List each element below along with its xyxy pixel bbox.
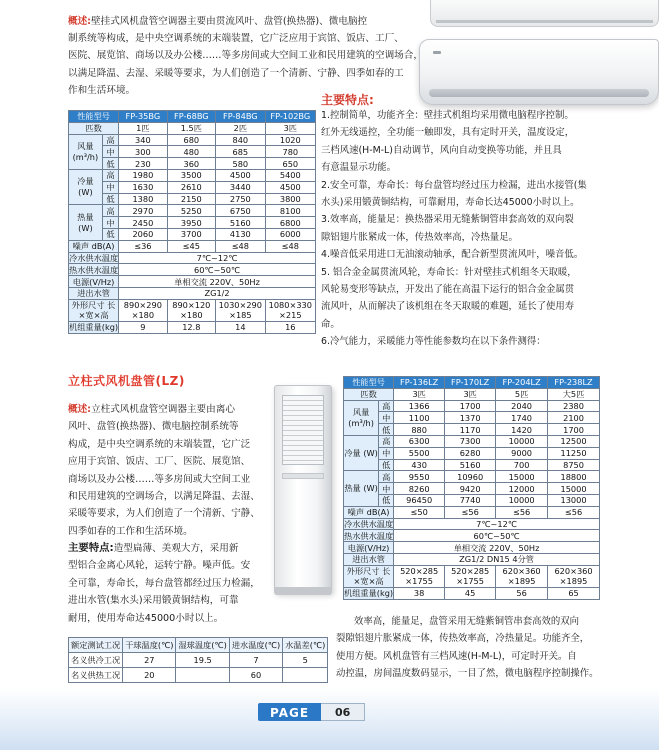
- row-label: 冷水供水温度: [344, 518, 394, 529]
- table-header-cell: 进水温度(℃): [229, 638, 282, 653]
- efficiency-line: 动控温，房间温度数码显示，一目了然，微电脑程序控制操作。: [336, 668, 599, 680]
- row-sublabel: 中: [379, 483, 394, 495]
- table-header-row: [69, 638, 328, 653]
- row-sublabel: 中: [102, 217, 118, 229]
- row-value: 6300: [394, 435, 445, 447]
- row-value: ≤56: [496, 506, 548, 518]
- row-value: 1匹: [119, 122, 167, 134]
- row-value: 5160: [216, 217, 266, 229]
- row-value: 700: [496, 459, 548, 471]
- table-row: [69, 217, 316, 229]
- feature-line: 2.安全可靠，寿命长：每台盘管均经过压力检漏，进出水接管(集: [321, 179, 587, 191]
- row-value: 3500: [167, 169, 215, 181]
- table-row: [344, 424, 600, 436]
- row-value: 10000: [496, 435, 548, 447]
- row-value: 1980: [119, 169, 167, 181]
- row-label: 匹数: [69, 122, 119, 134]
- page-label: PAGE: [258, 703, 321, 721]
- row-label: 热量 (W): [69, 205, 103, 240]
- wall-overview-label: 概述:: [68, 16, 92, 27]
- table-row: [344, 553, 600, 565]
- table-row: [69, 228, 316, 240]
- floor-unit-image: [268, 385, 338, 597]
- table-row: [69, 653, 328, 668]
- table-cell: [176, 668, 229, 683]
- row-sublabel: 高: [102, 205, 118, 217]
- table-row: [69, 193, 316, 205]
- table-row: [69, 240, 316, 252]
- row-value: 45: [445, 587, 496, 599]
- row-value: 3950: [167, 217, 215, 229]
- table-row: [344, 471, 600, 483]
- floor-overview-line: 应用于宾馆、饭店、工厂、医院、展览馆、: [68, 456, 251, 468]
- row-value: 3匹: [394, 388, 445, 400]
- table-row: [344, 412, 600, 424]
- row-value: 9420: [445, 483, 496, 495]
- feature-line: 4.噪音低采用进口无油滚动轴承，配合新型贯流风叶，噪音低。: [321, 249, 584, 261]
- table-row: [69, 205, 316, 217]
- table-cell: 名义供热工况: [69, 668, 123, 683]
- feature-line: 命。: [321, 318, 340, 330]
- floor-overview-label: 概述:: [68, 404, 92, 415]
- row-label: 噪声 dB(A): [69, 240, 119, 252]
- row-value: 5250: [167, 205, 215, 217]
- wall-features: [321, 107, 659, 351]
- row-value: 1.5匹: [167, 122, 215, 134]
- row-value: 2970: [119, 205, 167, 217]
- table-header-cell: 性能型号: [69, 111, 119, 123]
- floor-features-title: 主要特点:: [68, 542, 114, 554]
- row-label: 热量 (W): [344, 471, 379, 506]
- row-label: 噪声 dB(A): [344, 506, 394, 518]
- feature-line: 红外无线遥控，全功能一触即发，具有定时开关，温度设定，: [321, 127, 575, 139]
- row-value: 3700: [167, 228, 215, 240]
- row-value: 1030×290 ×185: [216, 299, 266, 321]
- row-value: 6280: [445, 447, 496, 459]
- efficiency-line: 使用方便。风机盘管有三档风速(H-M-L)，可定时开关。自: [336, 650, 577, 662]
- row-value: ZG1/2: [119, 287, 316, 299]
- row-value: 2150: [167, 193, 215, 205]
- row-value: 680: [167, 134, 215, 146]
- row-value: 2060: [119, 228, 167, 240]
- row-value: 4500: [265, 181, 315, 193]
- row-value: 340: [119, 134, 167, 146]
- table-row: [344, 435, 600, 447]
- row-value: 3440: [216, 181, 266, 193]
- row-label: 冷量 (W): [69, 169, 103, 204]
- floor-efficiency: [336, 613, 659, 683]
- row-value: 6800: [265, 217, 315, 229]
- floor-overview-line: 商场以及办公楼……等多房间或大空间工业: [68, 473, 251, 485]
- row-value: 9000: [496, 447, 548, 459]
- row-value: 620×360 ×1895: [496, 565, 548, 587]
- wall-spec-table: [68, 110, 316, 334]
- page-number: 06: [321, 703, 365, 721]
- table-row: [69, 169, 316, 181]
- table-cell: 5: [283, 653, 328, 668]
- table-row: [344, 530, 600, 542]
- row-value: 12.8: [167, 321, 215, 333]
- row-label: 热水供水温度: [69, 264, 119, 275]
- feature-line: 6.冷气能力，采暖能力等性能参数均在以下条件测得：: [321, 336, 546, 348]
- feature-line: 有意温显示功能。: [321, 162, 397, 174]
- row-value: 6750: [216, 205, 266, 217]
- floor-section-title: 立柱式风机盘管(LZ): [68, 374, 185, 388]
- row-label: 电源(V/Hz): [69, 276, 119, 288]
- floor-overview-line: 构成，是中央空调系统的末端装置，它广泛: [68, 438, 251, 450]
- row-sublabel: 中: [102, 181, 118, 193]
- row-value: 单相交流 220V、50Hz: [394, 542, 600, 554]
- table-row: [344, 483, 600, 495]
- row-value: 8750: [548, 459, 600, 471]
- row-value: 300: [119, 146, 167, 158]
- wall-overview-line: 壁挂式风机盘管空调器主要由贯流风叶、盘管(换热器)、微电脑控: [91, 16, 368, 27]
- row-value: 10960: [445, 471, 496, 483]
- row-value: 2100: [548, 412, 600, 424]
- row-value: ≤45: [167, 240, 215, 252]
- row-value: ≤36: [119, 240, 167, 252]
- row-value: 6000: [265, 228, 315, 240]
- row-value: 1170: [445, 424, 496, 436]
- row-value: 3匹: [265, 122, 315, 134]
- row-label: 热水供水温度: [344, 530, 394, 541]
- row-value: 7℃~12℃: [119, 252, 316, 264]
- table-header-cell: FP-68BG: [167, 111, 215, 123]
- feature-line: 1.控制简单，功能齐全：壁挂式机组均采用微电脑程序控制。: [321, 110, 574, 121]
- row-label: 匹数: [344, 388, 394, 400]
- table-row: [344, 400, 600, 412]
- floor-overview-line: 和民用建筑的空调场合，以满足降温、去湿、: [68, 491, 260, 503]
- row-value: 650: [265, 158, 315, 170]
- feature-line: 三档风速(H-M-L)自动调节，风向自动变换等功能，并且具: [321, 144, 562, 156]
- row-value: 7740: [445, 494, 496, 506]
- row-sublabel: 低: [102, 193, 118, 205]
- wall-overview-line: 以满足降温、去湿、采暖等要求，为人们创造了一个清新、宁静、四季如春的工: [68, 67, 404, 79]
- row-value: 1380: [119, 193, 167, 205]
- row-label: 机组重量(kg): [344, 588, 394, 599]
- row-value: 5匹: [496, 388, 548, 400]
- row-value: 2610: [167, 181, 215, 193]
- table-row: [344, 587, 600, 599]
- table-header-cell: FP-35BG: [119, 111, 167, 123]
- wall-overview-line: 制系统等构成，是中央空调系统的末端装置，它广泛应用于宾馆、饭店、工厂、: [68, 33, 404, 44]
- wall-features-title: 主要特点:: [321, 93, 374, 107]
- wall-overview-line: 医院、展览馆、商场以及办公楼……等多房间或大空间工业和民用建筑的空调场合，: [68, 50, 423, 62]
- table-header-cell: 湿球温度(℃): [176, 638, 229, 653]
- table-row: [69, 146, 316, 158]
- row-sublabel: 低: [379, 494, 394, 506]
- page-badge: [258, 703, 365, 721]
- row-value: 1700: [445, 400, 496, 412]
- row-value: 单相交流 220V、50Hz: [119, 276, 316, 288]
- row-value: 15000: [496, 471, 548, 483]
- row-value: 1080×330 ×215: [265, 299, 315, 321]
- table-header-cell: FP-170LZ: [445, 377, 496, 389]
- table-header-cell: FP-204LZ: [496, 377, 548, 389]
- table-header-cell: 额定测试工况: [69, 638, 123, 653]
- row-value: 1366: [394, 400, 445, 412]
- row-value: 8100: [265, 205, 315, 217]
- row-label: 风量 (m³/h): [69, 134, 103, 169]
- row-value: 14: [216, 321, 266, 333]
- row-value: 890×120 ×180: [167, 299, 215, 321]
- table-header-cell: 干球温度(℃): [123, 638, 176, 653]
- row-value: 2750: [216, 193, 266, 205]
- floor-feature-line: 进出水管(集水头)采用锻黄铜结构，可靠: [68, 595, 239, 607]
- row-label: 外形尺寸 长×宽×高: [69, 299, 119, 321]
- row-label: 风量 (m³/h): [344, 400, 379, 435]
- table-row: [344, 494, 600, 506]
- table-header-cell: 性能型号: [344, 377, 394, 389]
- row-value: 480: [167, 146, 215, 158]
- table-cell: 19.5: [176, 653, 229, 668]
- feature-line: 风轮易变形等缺点，开发出了能在高温下运行的铝合金金属贯: [321, 284, 575, 296]
- row-sublabel: 低: [379, 424, 394, 436]
- table-row: [69, 264, 316, 276]
- floor-feature-line: 型铝合金离心风轮，运转宁静。噪声低。安: [68, 560, 251, 572]
- row-value: 890×290 ×180: [119, 299, 167, 321]
- row-value: 38: [394, 587, 445, 599]
- row-label: 进出水管: [344, 553, 394, 565]
- row-value: 685: [216, 146, 266, 158]
- row-value: ≤56: [548, 506, 600, 518]
- floor-spec-table: [343, 376, 600, 600]
- row-sublabel: 高: [102, 169, 118, 181]
- row-value: 840: [216, 134, 266, 146]
- row-sublabel: 低: [379, 459, 394, 471]
- row-sublabel: 低: [102, 158, 118, 170]
- row-value: 1100: [394, 412, 445, 424]
- floor-overview-line: 四季如春的工作和生活环境。: [68, 525, 193, 537]
- floor-overview-line: 风叶、盘管(换热器)、微电脑控制系统等: [68, 421, 239, 433]
- table-header-cell: FP-84BG: [216, 111, 266, 123]
- row-value: 5500: [394, 447, 445, 459]
- row-value: 18800: [548, 471, 600, 483]
- feature-line: 流风叶，从而解决了该机组在冬天取暖的难题，延长了使用寿: [321, 301, 575, 313]
- table-row: [69, 158, 316, 170]
- row-value: 96450: [394, 494, 445, 506]
- table-row: [344, 447, 600, 459]
- row-value: 430: [394, 459, 445, 471]
- row-value: 520×285 ×1755: [445, 565, 496, 587]
- row-value: 780: [265, 146, 315, 158]
- row-value: 880: [394, 424, 445, 436]
- table-header-cell: FP-136LZ: [394, 377, 445, 389]
- row-value: 520×285 ×1755: [394, 565, 445, 587]
- wall-overview-line: 作和生活环境。: [68, 85, 136, 97]
- row-value: 10000: [496, 494, 548, 506]
- table-row: [69, 252, 316, 264]
- row-value: 15000: [548, 483, 600, 495]
- row-value: 3800: [265, 193, 315, 205]
- row-value: ≤48: [216, 240, 266, 252]
- row-sublabel: 中: [379, 447, 394, 459]
- row-value: 9: [119, 321, 167, 333]
- row-sublabel: 低: [102, 228, 118, 240]
- row-sublabel: 高: [379, 471, 394, 483]
- row-value: 7℃~12℃: [394, 518, 600, 530]
- row-value: 1630: [119, 181, 167, 193]
- feature-line: 5. 铝合金金属贯流风轮，寿命长：针对壁挂式机组冬天取暖，: [321, 266, 577, 278]
- floor-overview-line: 立柱式风机盘管空调器主要由离心: [91, 404, 235, 415]
- row-value: 620×360 ×1895: [548, 565, 600, 587]
- table-cell: 60: [229, 668, 282, 683]
- feature-line: 水头)采用锻黄铜结构，可靠耐用，寿命长达45000小时以上。: [321, 197, 580, 209]
- floor-feature-line: 耐用，使用寿命达45000小时以上。: [68, 612, 224, 624]
- row-label: 进出水管: [69, 287, 119, 299]
- row-sublabel: 高: [379, 400, 394, 412]
- table-row: [69, 276, 316, 288]
- table-row: [69, 321, 316, 333]
- wall-overview-body: [68, 30, 468, 100]
- table-cell: 名义供冷工况: [69, 653, 123, 668]
- row-value: 12500: [548, 435, 600, 447]
- row-label: 电源(V/Hz): [344, 542, 394, 554]
- feature-line: 隙铝翅片胀紧成一体，传热效率高，冷热量足。: [321, 231, 518, 243]
- row-value: 230: [119, 158, 167, 170]
- row-value: 1370: [445, 412, 496, 424]
- row-label: 冷量 (W): [344, 435, 379, 470]
- table-row: [344, 506, 600, 518]
- table-row: [344, 388, 600, 400]
- row-label: 机组重量(kg): [69, 322, 119, 333]
- floor-features: [68, 540, 278, 627]
- row-value: 2380: [548, 400, 600, 412]
- row-value: 60℃~50℃: [119, 264, 316, 276]
- row-sublabel: 高: [379, 435, 394, 447]
- table-header-row: [69, 111, 316, 123]
- row-sublabel: 中: [102, 146, 118, 158]
- wall-overview: [68, 13, 428, 30]
- floor-feature-line: 造型扁薄、美观大方，采用新: [113, 543, 239, 554]
- table-header-row: [344, 377, 600, 389]
- row-sublabel: 中: [379, 412, 394, 424]
- table-cell: 20: [123, 668, 176, 683]
- row-value: 5400: [265, 169, 315, 181]
- table-row: [344, 542, 600, 554]
- row-value: 12000: [496, 483, 548, 495]
- row-value: 65: [548, 587, 600, 599]
- table-row: [344, 565, 600, 587]
- row-value: ≤50: [394, 506, 445, 518]
- row-value: 1740: [496, 412, 548, 424]
- row-value: 2040: [496, 400, 548, 412]
- row-value: 3匹: [445, 388, 496, 400]
- row-value: ZG1/2 DN15 4分管: [394, 553, 600, 565]
- row-value: 4130: [216, 228, 266, 240]
- row-value: 1020: [265, 134, 315, 146]
- row-value: 13000: [548, 494, 600, 506]
- row-sublabel: 高: [102, 134, 118, 146]
- row-value: ≤48: [265, 240, 315, 252]
- table-row: [69, 122, 316, 134]
- row-value: 9550: [394, 471, 445, 483]
- row-value: 4500: [216, 169, 266, 181]
- row-value: 360: [167, 158, 215, 170]
- row-value: 16: [265, 321, 315, 333]
- row-value: 1420: [496, 424, 548, 436]
- floor-overview: [68, 401, 273, 540]
- row-value: 8260: [394, 483, 445, 495]
- table-header-cell: FP-102BG: [265, 111, 315, 123]
- table-row: [69, 134, 316, 146]
- table-cell: 7: [229, 653, 282, 668]
- efficiency-line: 裂隙铝翅片胀紧成一体，传热效率高，冷热量足。功能齐全，: [336, 633, 590, 645]
- table-header-cell: 水温差(℃): [283, 638, 328, 653]
- row-value: 2匹: [216, 122, 266, 134]
- row-value: 1700: [548, 424, 600, 436]
- table-row: [344, 459, 600, 471]
- row-value: 56: [496, 587, 548, 599]
- row-value: 11250: [548, 447, 600, 459]
- row-value: 2450: [119, 217, 167, 229]
- row-value: 580: [216, 158, 266, 170]
- table-cell: [283, 668, 328, 683]
- test-conditions-table: [68, 637, 328, 683]
- table-row: [69, 668, 328, 683]
- floor-feature-line: 全可靠，寿命长，每台盘管都经过压力检漏，: [68, 577, 260, 589]
- feature-line: 3.效率高，能量足：换热器采用无缝紫铜管串套高效的双向裂: [321, 214, 574, 226]
- row-value: 7300: [445, 435, 496, 447]
- row-value: ≤56: [445, 506, 496, 518]
- table-header-cell: FP-238LZ: [548, 377, 600, 389]
- row-value: 60℃~50℃: [394, 530, 600, 542]
- table-cell: 27: [123, 653, 176, 668]
- wall-unit-image-top: [430, 0, 659, 30]
- row-value: 5160: [445, 459, 496, 471]
- table-row: [344, 518, 600, 530]
- table-row: [69, 287, 316, 299]
- efficiency-line: 效率高，能量足，盘管采用无缝紫铜管串套高效的双向: [354, 616, 580, 627]
- table-row: [69, 299, 316, 321]
- floor-overview-line: 采暖等要求，为人们创造了一个清新、宁静、: [68, 508, 260, 520]
- row-label: 外形尺寸 长×宽×高: [344, 565, 394, 587]
- row-label: 冷水供水温度: [69, 252, 119, 263]
- table-row: [69, 181, 316, 193]
- row-value: 大5匹: [548, 388, 600, 400]
